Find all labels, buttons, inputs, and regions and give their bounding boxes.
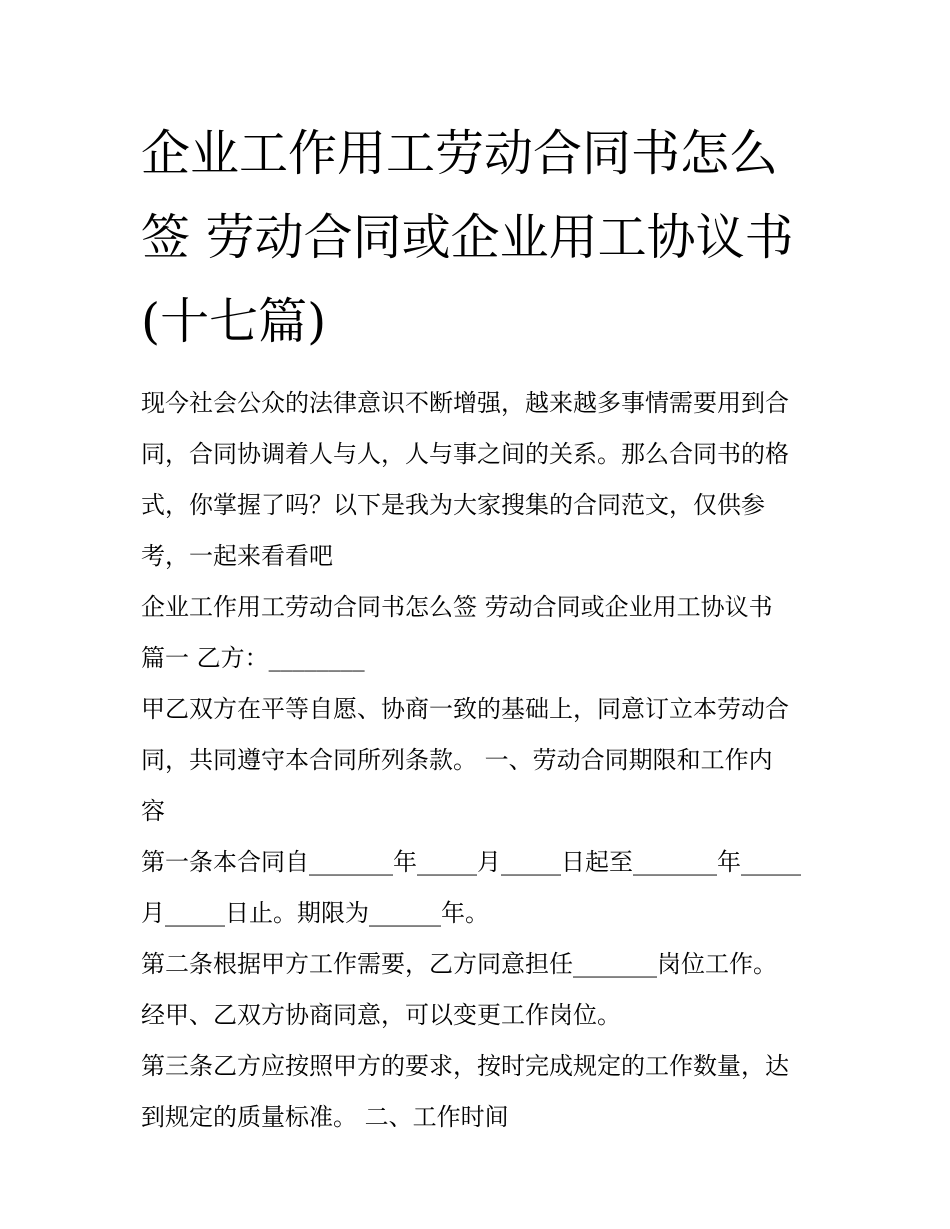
section-heading-line: 企业工作用工劳动合同书怎么签 劳动合同或企业用工协议书 [141, 593, 773, 621]
paragraph-line: 甲乙双方在平等自愿、协商一致的基础上，同意订立本劳动合 [141, 695, 789, 723]
clause-line: 第三条乙方应按照甲方的要求，按时完成规定的工作数量，达 [141, 1052, 789, 1080]
clause-line: 月_____日止。期限为______年。 [141, 899, 489, 927]
title-line: 企业工作用工劳动合同书怎么 [141, 125, 779, 182]
title-line: 签 劳动合同或企业用工协议书 [141, 209, 794, 266]
document-title [141, 112, 813, 364]
document-body [141, 378, 813, 1143]
intro-line: 式，你掌握了吗？以下是我为大家搜集的合同范文，仅供参 [141, 491, 765, 519]
intro-line: 考，一起来看看吧 [141, 542, 333, 570]
party-b-line: 篇一 乙方：________ [141, 644, 365, 672]
paragraph-line: 容 [141, 797, 165, 825]
title-line: (十七篇) [141, 293, 327, 350]
clause-line: 第一条本合同自_______年_____月_____日起至_______年_____ [141, 848, 801, 876]
paragraph-line: 同，共同遵守本合同所列条款。 一、劳动合同期限和工作内 [141, 746, 773, 774]
document-page [141, 112, 813, 1143]
clause-line: 到规定的质量标准。 二、工作时间 [141, 1103, 509, 1131]
intro-line: 同，合同协调着人与人，人与事之间的关系。那么合同书的格 [141, 440, 789, 468]
intro-line: 现今社会公众的法律意识不断增强，越来越多事情需要用到合 [141, 389, 789, 417]
clause-line: 第二条根据甲方工作需要，乙方同意担任_______岗位工作。 [141, 950, 777, 978]
clause-line: 经甲、乙双方协商同意，可以变更工作岗位。 [141, 1001, 621, 1029]
